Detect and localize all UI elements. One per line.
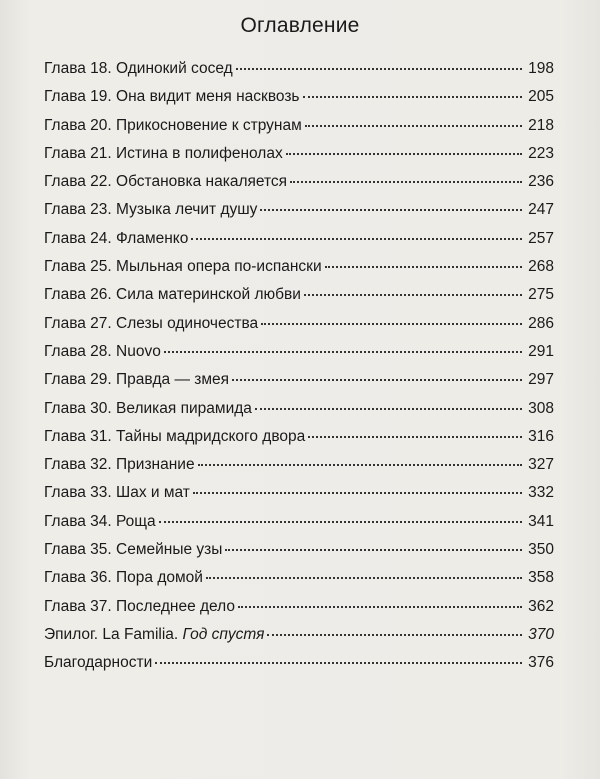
dot-leader [159,521,522,523]
toc-entry [44,230,554,258]
dot-leader [267,634,522,636]
toc-entry-page: 286 [528,314,554,332]
dot-leader [325,266,522,268]
dot-leader [286,153,522,155]
epilogue-subtitle: Год спустя [182,625,265,643]
toc-entry-page: 297 [528,371,554,389]
toc-entry-page: 268 [528,258,554,276]
toc-entry-label: Глава 18. Одинокий сосед [44,60,233,77]
dot-leader [225,549,522,551]
toc-entry-page: 327 [528,456,554,474]
dot-leader [290,181,522,183]
toc-entry-page: 198 [528,60,554,77]
toc-entry-page: 350 [528,541,554,559]
toc-entry [44,428,554,456]
dot-leader [155,662,522,664]
toc-entry-label: Глава 35. Семейные узы [44,541,223,559]
toc-entry-label: Глава 23. Музыка лечит душу [44,201,258,219]
toc-entry [44,60,554,88]
toc-entry-page: 370 [528,625,554,643]
toc-entry [44,88,554,116]
toc-entry-label: Глава 33. Шах и мат [44,484,190,502]
dot-leader [260,209,522,211]
dot-leader [191,238,522,240]
toc-entry-label: Глава 19. Она видит меня насквозь [44,88,300,106]
toc-entry [44,173,554,201]
toc-entry [44,456,554,484]
toc-entry-label: Глава 24. Фламенко [44,229,189,247]
toc-entry-label: Благодарности [44,654,153,672]
toc-entry-label: Глава 28. Nuovo [44,342,161,360]
toc-entry [44,343,554,371]
toc-entry-label: Глава 20. Прикосновение к струнам [44,116,302,134]
dot-leader [232,379,522,381]
toc-entry-epilogue [44,626,554,654]
toc-entry [44,569,554,597]
toc-entry-page: 205 [528,88,554,106]
toc-entry [44,484,554,512]
toc-entry [44,371,554,399]
toc-entry-label: Глава 21. Истина в полифенолах [44,144,283,162]
toc-entry-page: 308 [528,399,554,417]
dot-leader [305,125,522,127]
dot-leader [261,323,522,325]
toc-entry-page: 247 [528,201,554,219]
toc-entry [44,145,554,173]
toc-entry-page: 362 [528,597,554,615]
dot-leader [164,351,522,353]
toc-entry-page: 218 [528,116,554,134]
toc-entry-page: 358 [528,569,554,587]
toc-entry [44,315,554,343]
dot-leader [304,294,522,296]
toc-entry-label: Глава 25. Мыльная опера по-испански [44,258,322,276]
dot-leader [255,408,522,410]
toc-entry-label: Глава 30. Великая пирамида [44,399,252,417]
toc-entry-page: 316 [528,427,554,445]
toc-entry-label: Глава 37. Последнее дело [44,597,236,615]
toc-entry [44,400,554,428]
toc-entry-page: 236 [528,173,554,191]
toc-entry [44,598,554,626]
dot-leader [198,464,522,466]
dot-leader [206,577,522,579]
toc-entry [44,201,554,229]
toc-entry-label: Глава 22. Обстановка накаляется [44,173,288,191]
dot-leader [236,68,522,70]
toc-entry-page: 376 [528,654,554,672]
toc-entry-page: 223 [528,144,554,162]
epilogue-label: Эпилог. La Familia. [44,625,179,643]
toc-entry-page: 275 [528,286,554,304]
toc-entry [44,541,554,569]
toc-entry-label: Глава 27. Слезы одиночества [44,314,259,332]
table-of-contents [44,60,554,683]
toc-entry-page: 341 [528,512,554,530]
toc-entry-label: Глава 36. Пора домой [44,569,203,587]
dot-leader [193,492,522,494]
page-title: Оглавление [240,14,360,37]
toc-entry-page: 291 [528,342,554,360]
toc-entry-label [44,626,264,644]
toc-entry [44,258,554,286]
toc-entry-label: Глава 26. Сила материнской любви [44,286,301,304]
toc-entry [44,286,554,314]
toc-entry-acknowledgements [44,654,554,682]
toc-entry-page: 257 [528,229,554,247]
toc-entry-label: Глава 34. Роща [44,512,156,530]
dot-leader [303,96,522,98]
dot-leader [238,606,522,608]
toc-entry [44,513,554,541]
toc-entry-label: Глава 31. Тайны мадридского двора [44,427,306,445]
dot-leader [308,436,522,438]
toc-entry-label: Глава 32. Признание [44,456,195,474]
toc-entry [44,117,554,145]
toc-entry-page: 332 [528,484,554,502]
toc-entry-label: Глава 29. Правда — змея [44,371,230,389]
